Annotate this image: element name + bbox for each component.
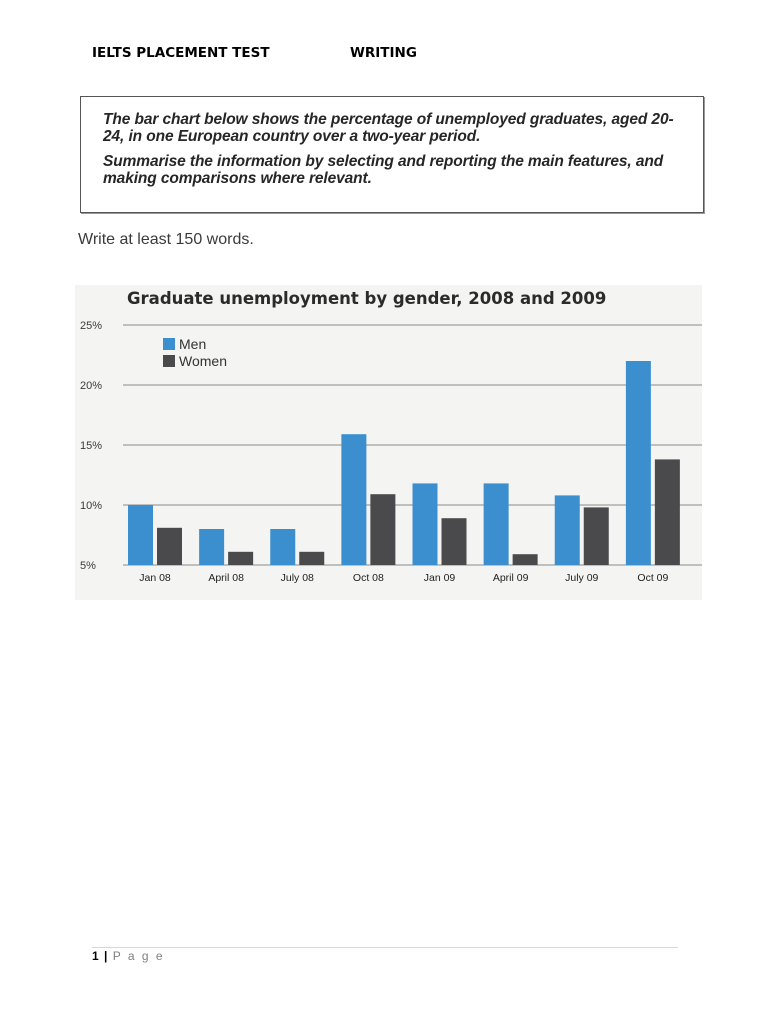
footer-divider xyxy=(92,947,678,948)
y-tick-label: 10% xyxy=(80,500,103,512)
bar-women xyxy=(157,528,182,565)
bar-men xyxy=(413,483,438,565)
bar-men xyxy=(626,361,651,565)
chart-title: Graduate unemployment by gender, 2008 and 2009 xyxy=(127,289,607,308)
task-prompt-box xyxy=(80,96,704,213)
x-tick-label: Oct 08 xyxy=(352,572,384,584)
legend-swatch-men xyxy=(163,338,175,350)
x-tick-label: Jan 09 xyxy=(423,572,456,584)
footer-separator: | xyxy=(104,949,108,963)
y-tick-label: 25% xyxy=(80,320,103,332)
legend-label-men: Men xyxy=(179,336,207,352)
page-footer xyxy=(92,949,165,963)
chart-canvas xyxy=(75,285,702,600)
bar-men xyxy=(128,505,153,565)
bar-chart xyxy=(75,285,702,600)
test-title: IELTS PLACEMENT TEST xyxy=(92,45,270,61)
word-count-instruction: Write at least 150 words. xyxy=(78,231,254,248)
legend-swatch-women xyxy=(163,355,175,367)
legend-label-women: Women xyxy=(179,353,227,369)
page-label: P a g e xyxy=(112,949,165,963)
x-tick-label: April 09 xyxy=(492,572,529,584)
task-instruction: Summarise the information by selecting and reporting the main features, and making comparisons where relevant. xyxy=(103,153,664,187)
document-header xyxy=(92,45,692,65)
bar-women xyxy=(442,518,467,565)
section-title: WRITING xyxy=(350,45,417,61)
page-number: 1 xyxy=(92,949,99,963)
bar-women xyxy=(370,494,395,565)
x-tick-label: April 08 xyxy=(208,572,244,584)
x-tick-label: July 09 xyxy=(565,572,599,584)
y-tick-label: 20% xyxy=(80,380,103,392)
bar-men xyxy=(555,495,580,565)
bar-men xyxy=(341,434,366,565)
bar-men xyxy=(484,483,509,565)
bar-women xyxy=(299,552,324,565)
y-tick-label: 15% xyxy=(80,440,103,452)
bar-women xyxy=(228,552,253,565)
task-description: The bar chart below shows the percentage of unemployed graduates, aged 20-24, in one European country over a two-year period. xyxy=(103,111,674,145)
x-tick-label: Oct 09 xyxy=(637,572,669,584)
bar-men xyxy=(270,529,295,565)
bar-women xyxy=(513,554,538,565)
x-tick-label: Jan 08 xyxy=(139,572,171,584)
x-tick-label: July 08 xyxy=(280,572,314,584)
bar-women xyxy=(584,507,609,565)
bar-men xyxy=(199,529,224,565)
bar-women xyxy=(655,459,680,565)
y-tick-label: 5% xyxy=(80,560,96,572)
